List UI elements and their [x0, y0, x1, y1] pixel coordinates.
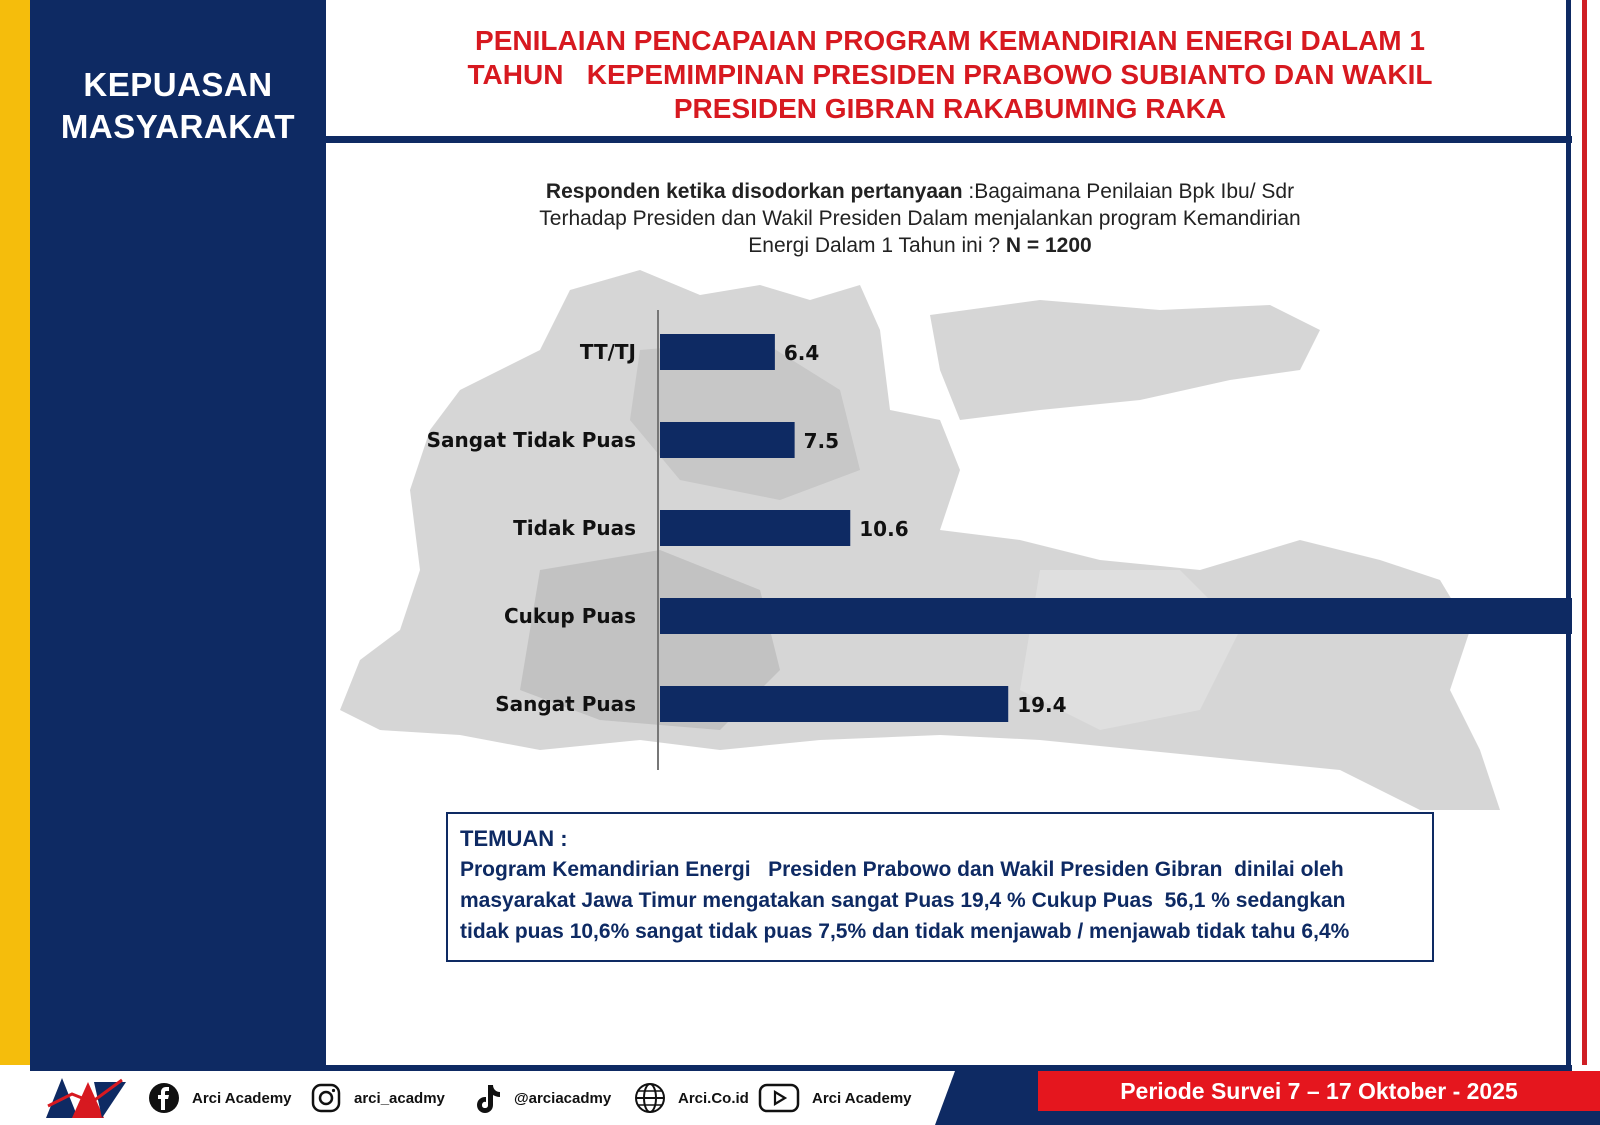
bar	[660, 334, 775, 370]
header-divider	[326, 136, 1572, 143]
instagram-link[interactable]	[310, 1078, 445, 1118]
category-label: TT/TJ	[579, 340, 636, 364]
tiktok-label: @arciacadmy	[514, 1089, 612, 1107]
sidebar-title-line1: KEPUASAN	[83, 66, 273, 103]
findings-line2: masyarakat Jawa Timur mengatakan sangat Puas 19,4 % Cukup Puas 56,1 % sedangkan	[460, 889, 1346, 912]
sidebar-title-line2: MASYARAKAT	[60, 108, 296, 145]
tiktok-icon	[472, 1082, 502, 1114]
value-label: 19.4	[1017, 693, 1067, 717]
right-border-red	[1582, 0, 1587, 1065]
bar-chart	[326, 300, 1572, 780]
sidebar	[30, 0, 326, 1065]
sample-size: N = 1200	[1005, 234, 1092, 257]
category-label: Tidak Puas	[513, 516, 636, 540]
question-line3: Energi Dalam 1 Tahun ini ?	[748, 234, 1006, 257]
category-label: Sangat Tidak Puas	[426, 428, 636, 452]
bar	[660, 422, 795, 458]
page-title-line2: TAHUN KEPEMIMPINAN PRESIDEN PRABOWO SUBIANTO DAN WAKIL	[467, 59, 1433, 90]
page-title	[420, 24, 1480, 126]
value-label: 6.4	[783, 341, 820, 365]
value-label: 10.6	[859, 517, 909, 541]
findings-line3: tidak puas 10,6% sangat tidak puas 7,5% dan tidak menjawab / menjawab tidak tahu 6,4%	[460, 920, 1350, 943]
tiktok-link[interactable]	[472, 1078, 611, 1118]
page-title-line3: PRESIDEN GIBRAN RAKABUMING RAKA	[673, 93, 1227, 124]
yellow-stripe	[0, 0, 30, 1065]
facebook-icon	[148, 1082, 180, 1114]
value-label: 7.5	[803, 429, 840, 453]
instagram-label: arci_acadmy	[354, 1089, 445, 1107]
bar	[660, 686, 1008, 722]
arci-logo-icon	[42, 1072, 130, 1122]
facebook-label: Arci Academy	[192, 1089, 292, 1107]
category-label: Sangat Puas	[495, 692, 636, 716]
youtube-link[interactable]	[758, 1078, 912, 1118]
category-label: Cukup Puas	[503, 604, 636, 628]
website-label: Arci.Co.id	[678, 1089, 749, 1107]
page-title-line1: PENILAIAN PENCAPAIAN PROGRAM KEMANDIRIAN ENERGI DALAM 1	[475, 25, 1425, 56]
youtube-label: Arci Academy	[812, 1089, 912, 1107]
question-line1: :Bagaimana Penilaian Bpk Ibu/ Sdr	[962, 180, 1295, 203]
facebook-link[interactable]	[148, 1078, 292, 1118]
website-link[interactable]	[634, 1078, 749, 1118]
survey-question	[470, 178, 1370, 259]
survey-period: Periode Survei 7 – 17 Oktober - 2025	[1120, 1078, 1518, 1104]
youtube-icon	[758, 1083, 800, 1113]
question-bold: Responden ketika disodorkan pertanyaan	[545, 180, 963, 203]
sidebar-title	[30, 64, 326, 148]
globe-icon	[634, 1082, 666, 1114]
instagram-icon	[310, 1082, 342, 1114]
findings-line1: Program Kemandirian Energi Presiden Prabowo dan Wakil Presiden Gibran dinilai oleh	[460, 858, 1344, 881]
bar	[660, 510, 850, 546]
findings-box	[446, 812, 1434, 962]
bar	[660, 598, 1572, 634]
question-line2: Terhadap Presiden dan Wakil Presiden Dalam menjalankan program Kemandirian	[539, 207, 1301, 230]
findings-heading: TEMUAN :	[460, 826, 568, 851]
